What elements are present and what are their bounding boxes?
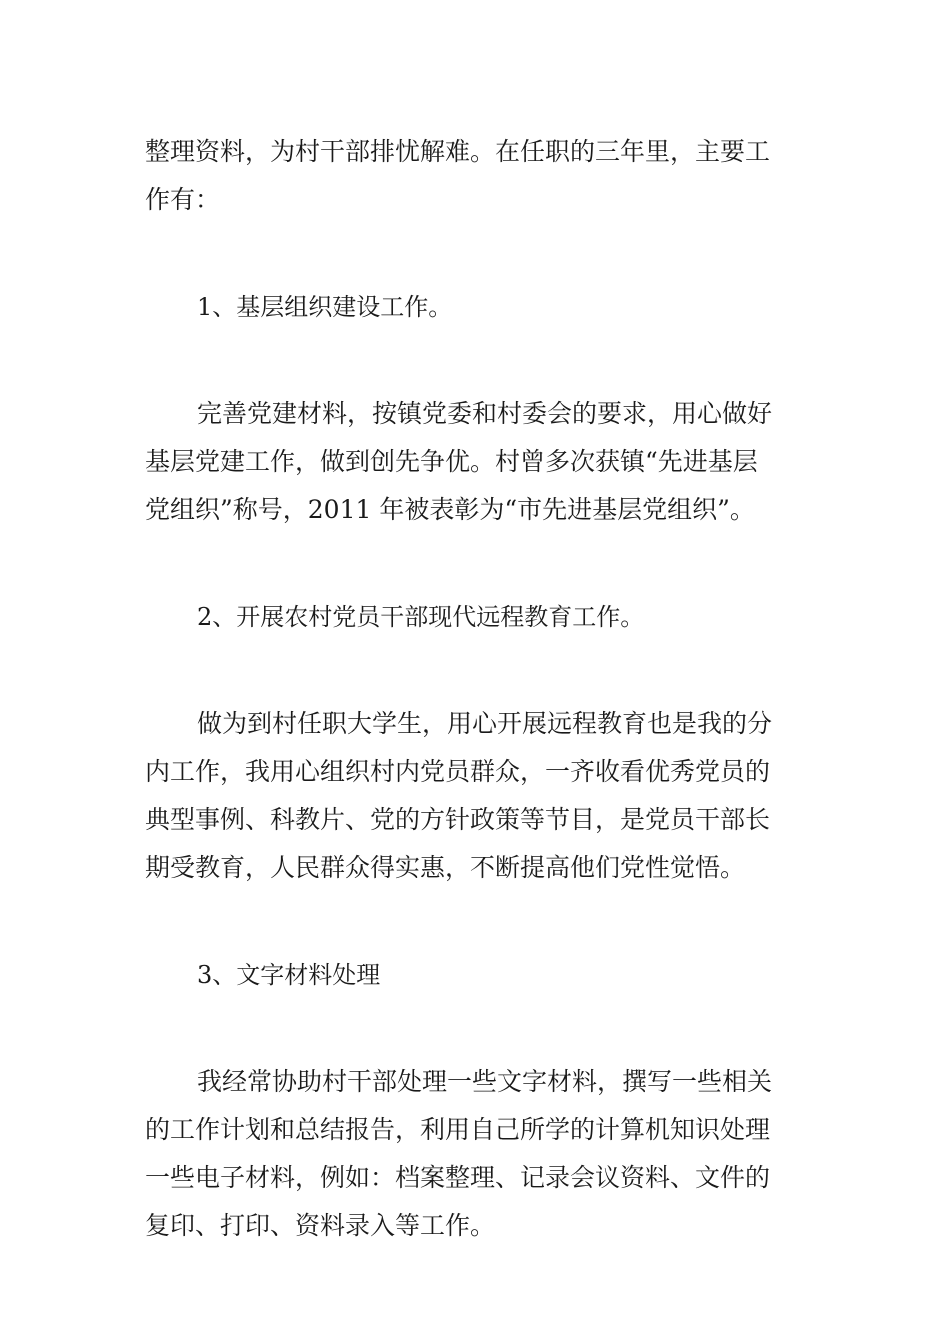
text-line: 典型事例、科教片、党的方针政策等节目，是党员干部长 <box>145 805 771 834</box>
paragraph-text-materials <box>145 1058 810 1250</box>
paragraph-intro-continuation <box>145 128 810 224</box>
section-heading-3 <box>145 951 810 999</box>
paragraph-spacer <box>145 331 810 390</box>
paragraph-spacer <box>145 999 810 1058</box>
text-line: 做为到村任职大学生，用心开展远程教育也是我的分 <box>197 709 773 738</box>
paragraph-party-building <box>145 390 810 534</box>
paragraph-spacer <box>145 224 810 283</box>
paragraph-spacer <box>145 641 810 700</box>
text-line: 复印、打印、资料录入等工作。 <box>145 1211 496 1240</box>
text-line: 的工作计划和总结报告，利用自己所学的计算机知识处理 <box>145 1115 771 1144</box>
heading-text: 1、基层组织建设工作。 <box>197 293 453 321</box>
text-line: 整理资料，为村干部排忧解难。在任职的三年里，主要工 <box>145 137 771 166</box>
text-line: 作有： <box>145 185 221 214</box>
section-heading-1 <box>145 283 810 331</box>
paragraph-spacer <box>145 534 810 593</box>
heading-text: 2、开展农村党员干部现代远程教育工作。 <box>197 603 645 631</box>
text-line: 内工作，我用心组织村内党员群众，一齐收看优秀党员的 <box>145 757 771 786</box>
text-line: 完善党建材料，按镇党委和村委会的要求，用心做好 <box>197 399 773 428</box>
section-heading-2 <box>145 593 810 641</box>
text-line: 一些电子材料，例如：档案整理、记录会议资料、文件的 <box>145 1163 771 1192</box>
text-line: 基层党建工作，做到创先争优。村曾多次获镇“先进基层 <box>145 447 758 476</box>
paragraph-spacer <box>145 892 810 951</box>
text-line: 党组织”称号，2011 年被表彰为“市先进基层党组织”。 <box>145 495 755 524</box>
text-line: 我经常协助村干部处理一些文字材料，撰写一些相关 <box>197 1067 773 1096</box>
heading-text: 3、文字材料处理 <box>197 961 381 989</box>
document-body <box>145 128 810 1250</box>
text-line: 期受教育，人民群众得实惠，不断提高他们党性觉悟。 <box>145 853 746 882</box>
paragraph-remote-education <box>145 700 810 892</box>
